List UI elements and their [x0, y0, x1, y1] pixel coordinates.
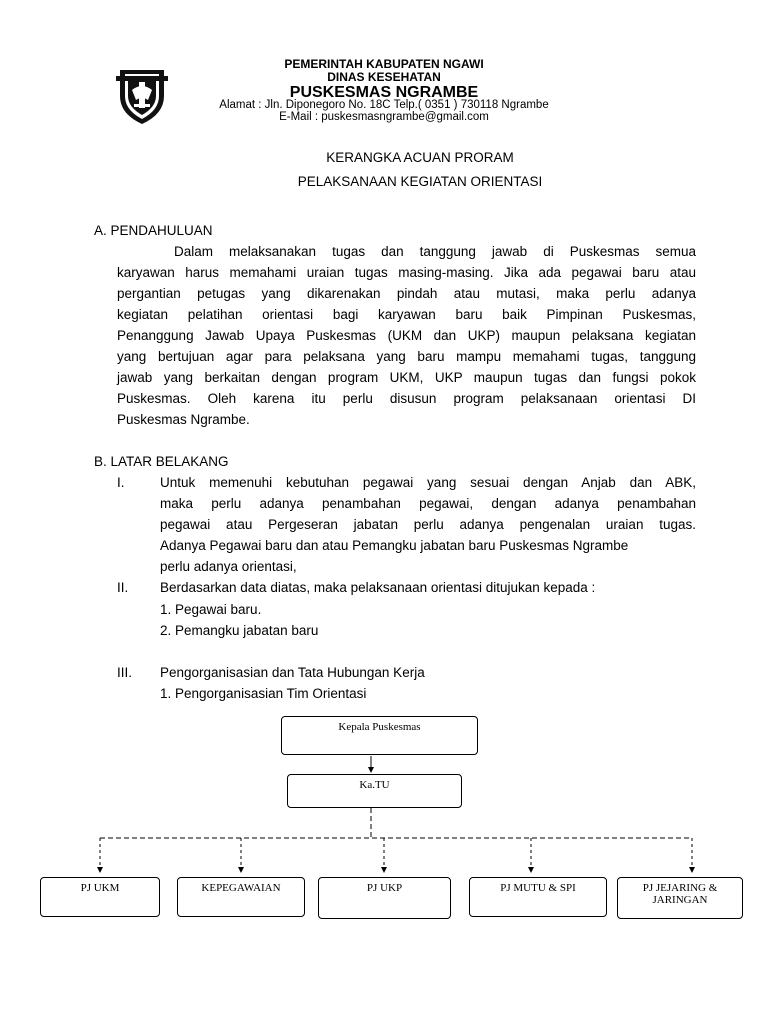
item-iii-sub: 1. Pengorganisasian Tim Orientasi: [160, 686, 367, 701]
org-head-label: Kepala Puskesmas: [338, 721, 421, 733]
section-a-line: Puskesmas Ngrambe.: [117, 412, 250, 427]
item-iii-text: Pengorganisasian dan Tata Hubungan Kerja: [160, 665, 425, 680]
org-katu-box: [287, 774, 462, 808]
item-ii-sub: 1. Pegawai baru.: [160, 602, 262, 617]
header-department: DINAS KESEHATAN: [327, 70, 441, 84]
section-a-line: Puskesmas. Oleh karena itu perlu disusun program pelaksanaan orientasi DI: [117, 391, 696, 406]
section-a-line: pergantian petugas yang dikarenakan pindah atau mutasi, maka perlu adanya: [117, 286, 696, 301]
org-unit-box: [469, 877, 607, 917]
section-a-line: karyawan harus memahami uraian tugas masing-masing. Jika ada pegawai baru atau: [117, 265, 696, 280]
doc-title-1: KERANGKA ACUAN PRORAM: [326, 150, 514, 165]
header-email: E-Mail : puskesmasngrambe@gmail.com: [279, 111, 489, 123]
item-i-line: maka perlu adanya penambahan pegawai, dengan adanya penambahan: [160, 496, 696, 511]
section-a-line: yang bertujuan agar para pelaksana yang baru mampu memahami tugas, tanggung: [117, 349, 696, 364]
doc-title-2: PELAKSANAAN KEGIATAN ORIENTASI: [297, 174, 543, 189]
item-ii-sub: 2. Pemangku jabatan baru: [160, 623, 319, 638]
header-title: PUSKESMAS NGRAMBE: [289, 84, 479, 101]
item-i-line: Adanya Pegawai baru dan atau Pemangku jabatan baru Puskesmas Ngrambe: [160, 538, 629, 553]
section-a-line: Penanggung Jawab Upaya Puskesmas (UKM dan UKP) maupun pelaksana kegiatan: [117, 328, 696, 343]
item-iii-number: III.: [117, 665, 133, 680]
org-unit-label: PJ JEJARING & JARINGAN: [642, 882, 718, 906]
header-address: Alamat : Jln. Diponegoro No. 18C Telp.( 0351 ) 730118 Ngrambe: [219, 99, 549, 111]
section-b-heading: B. LATAR BELAKANG: [94, 454, 229, 469]
header-government: PEMERINTAH KABUPATEN NGAWI: [284, 57, 484, 71]
section-a-line: kegiatan pelatihan orientasi bagi karyawan baru baik Pimpinan Puskesmas,: [117, 307, 696, 322]
org-unit-label: PJ UKM: [80, 882, 120, 894]
item-ii-number: II.: [117, 580, 129, 595]
org-unit-label: PJ UKP: [366, 882, 403, 894]
org-unit-label: KEPEGAWAIAN: [201, 882, 281, 894]
item-i-line: perlu adanya orientasi,: [160, 559, 297, 574]
org-unit-box: [617, 877, 743, 919]
org-unit-box: [177, 877, 305, 917]
item-ii-text: Berdasarkan data diatas, maka pelaksanaan orientasi ditujukan kepada :: [160, 580, 596, 595]
org-unit-label: PJ MUTU & SPI: [500, 882, 576, 894]
section-a-line: jawab yang berkaitan dengan program UKM, UKP maupun tugas dan fungsi pokok: [117, 370, 696, 385]
item-i-line: Untuk memenuhi kebutuhan pegawai yang sesuai dengan Anjab dan ABK,: [160, 475, 696, 490]
item-i-line: pegawai atau Pergeseran jabatan perlu adanya pengenalan uraian tugas.: [160, 517, 696, 532]
org-unit-box: [318, 877, 451, 919]
item-i-number: I.: [117, 475, 125, 490]
section-a-line: Dalam melaksanakan tugas dan tanggung jawab di Puskesmas semua: [174, 244, 696, 259]
org-head-box: [281, 716, 478, 755]
org-unit-box: [40, 877, 160, 917]
section-a-heading: A. PENDAHULUAN: [94, 223, 213, 238]
org-katu-label: Ka.TU: [359, 779, 390, 791]
